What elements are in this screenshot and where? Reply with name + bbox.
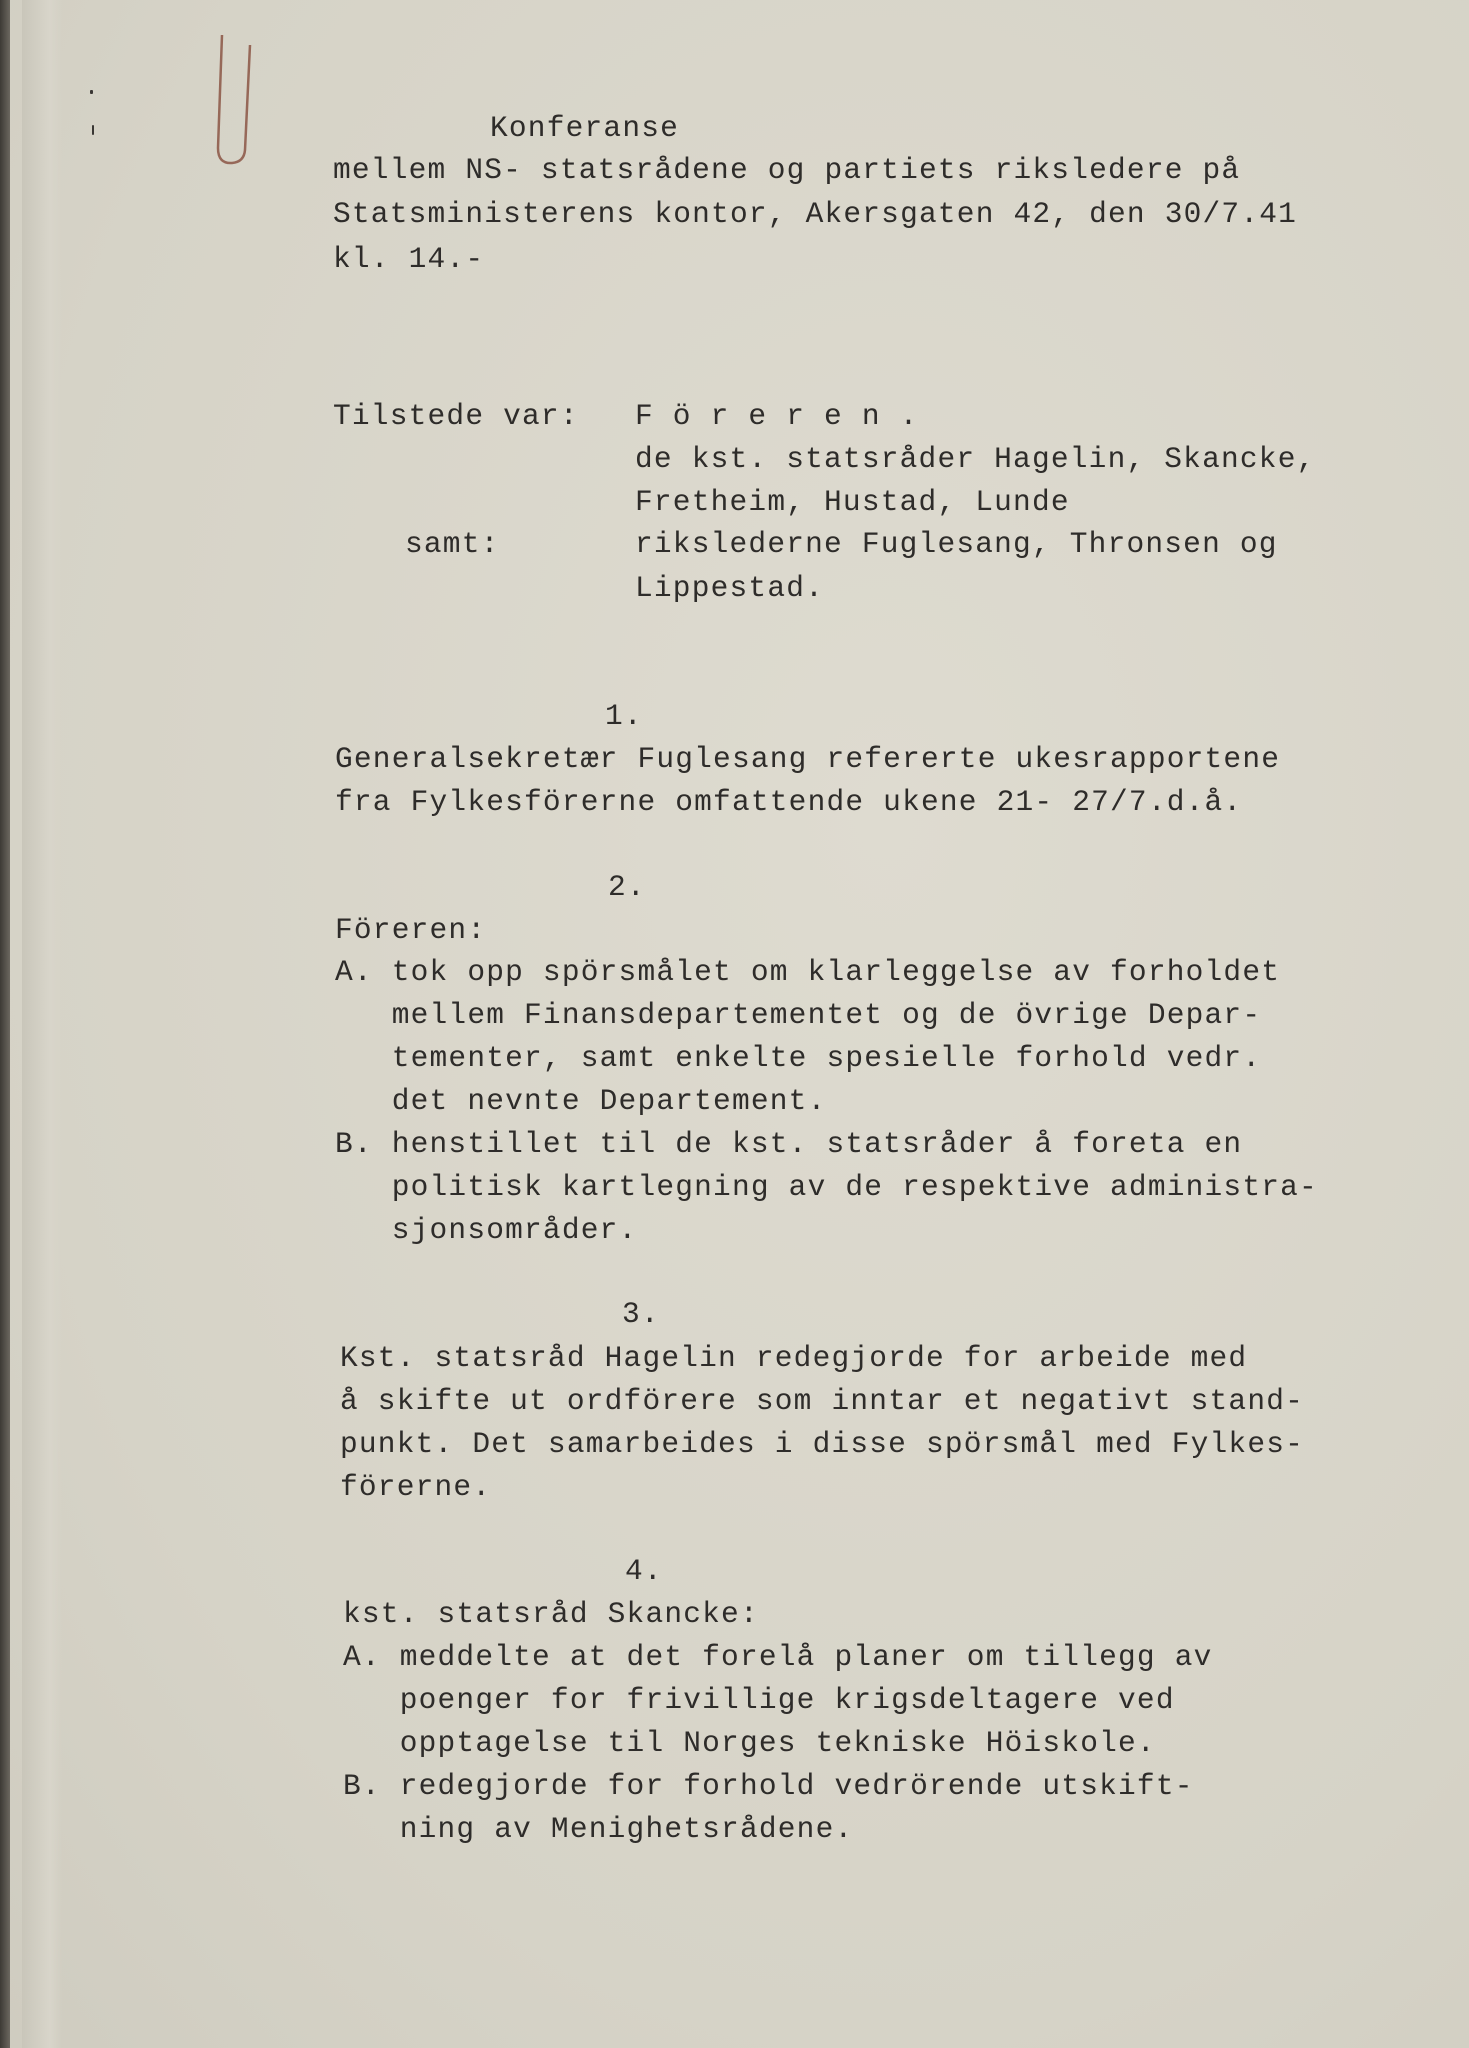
margin-speck (90, 90, 93, 94)
section-line: opptagelse til Norges tekniske Höiskole. (343, 1726, 1156, 1760)
heading-line-2: mellem NS- statsrådene og partiets riksledere på (333, 153, 1241, 187)
section-line: sjonsområder. (335, 1213, 638, 1247)
section-line: B. redegjorde for forhold vedrörende utskift- (343, 1769, 1194, 1803)
section-line: A. meddelte at det forelå planer om tillegg av (343, 1640, 1213, 1674)
section-line: politisk kartlegning av de respektive administra- (335, 1170, 1318, 1204)
section-line: tementer, samt enkelte spesielle forhold vedr. (335, 1041, 1262, 1075)
section-line: A. tok opp spörsmålet om klarleggelse av forholdet (335, 955, 1281, 989)
attendee-line: F ö r e r e n . (635, 399, 919, 433)
label-also: samt: (405, 527, 500, 561)
section-line: fra Fylkesförerne omfattende ukene 21- 27/7.d.å. (335, 785, 1243, 819)
section-number: 4. (625, 1554, 663, 1588)
attendee-line: rikslederne Fuglesang, Thronsen og (635, 527, 1278, 561)
section-line: Kst. statsråd Hagelin redegjorde for arbeide med (340, 1341, 1248, 1375)
section-line: B. henstillet til de kst. statsråder å foreta en (335, 1127, 1243, 1161)
heading-line-3: Statsministerens kontor, Akersgaten 42, den 30/7.41 (333, 197, 1298, 231)
section-line: det nevnte Departement. (335, 1084, 827, 1118)
label-present: Tilstede var: (333, 399, 579, 433)
section-line: mellem Finansdepartementet og de övrige Depar- (335, 998, 1262, 1032)
section-number: 3. (622, 1297, 660, 1331)
section-line: poenger for frivillige krigsdeltagere ved (343, 1683, 1175, 1717)
attendee-line: Lippestad. (635, 571, 825, 605)
section-number: 1. (605, 699, 643, 733)
heading-line-4: kl. 14.- (333, 242, 485, 276)
margin-speck (92, 125, 94, 135)
section-line: punkt. Det samarbeides i disse spörsmål med Fylkes- (340, 1427, 1305, 1461)
scan-edge-shadow (0, 0, 10, 2048)
document-page (10, 0, 1469, 2048)
heading-line-1: Konferanse (490, 111, 680, 145)
section-speaker: Föreren: (335, 913, 487, 947)
section-line: förerne. (340, 1470, 492, 1504)
section-speaker: kst. statsråd Skancke: (343, 1597, 759, 1631)
section-line: å skifte ut ordförere som inntar et negativt stand- (340, 1384, 1305, 1418)
attendee-line: Fretheim, Hustad, Lunde (635, 485, 1070, 519)
section-line: Generalsekretær Fuglesang refererte ukesrapportene (335, 742, 1281, 776)
section-line: ning av Menighetsrådene. (343, 1812, 854, 1846)
paper-clip-mark (210, 30, 270, 170)
attendee-line: de kst. statsråder Hagelin, Skancke, (635, 442, 1316, 476)
section-number: 2. (608, 870, 646, 904)
page-fold-shading (22, 0, 62, 2048)
